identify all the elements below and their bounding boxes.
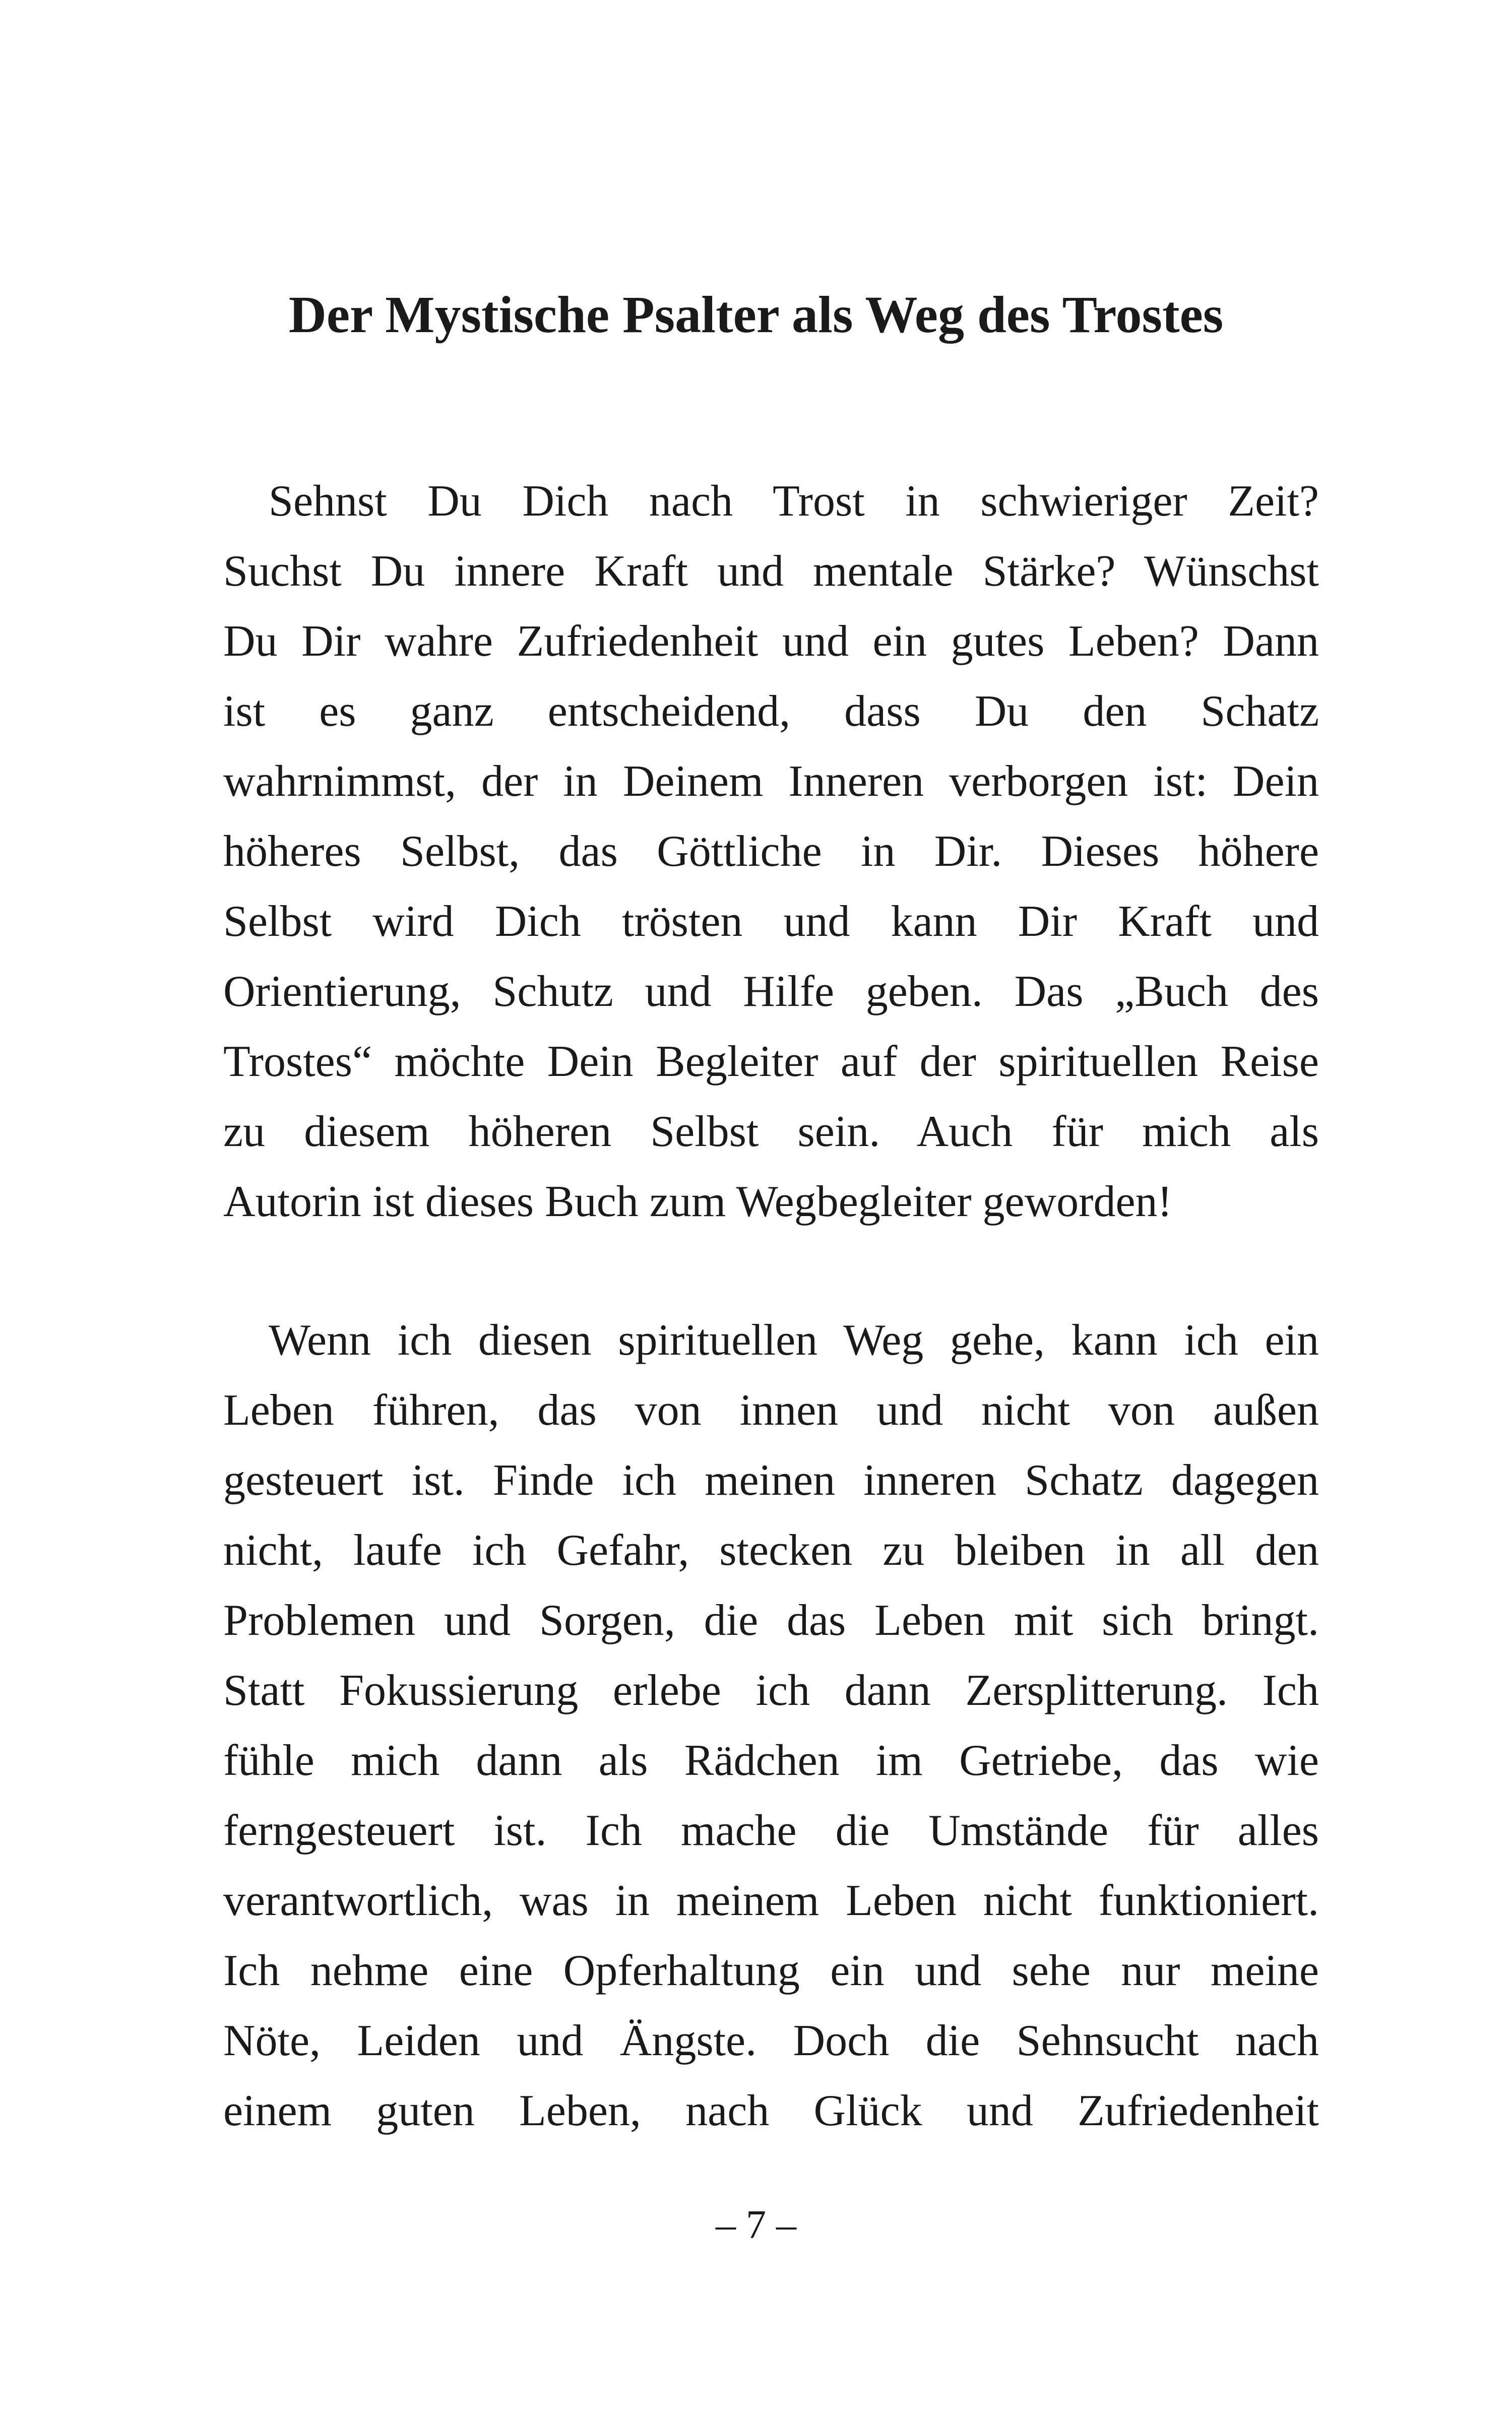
- text-line: zu diesem höheren Selbst sein. Auch für mich als: [223, 1107, 1319, 1156]
- text-line: Trostes“ möchte Dein Begleiter auf der spirituellen Reise: [223, 1037, 1319, 1086]
- paragraph-1: [223, 466, 1319, 1237]
- text-line: wahrnimmst, der in Deinem Inneren verborgen ist: Dein: [223, 757, 1319, 806]
- paragraph-2: [223, 1305, 1319, 2146]
- text-line: Orientierung, Schutz und Hilfe geben. Das „Buch des: [223, 967, 1319, 1016]
- text-line: Du Dir wahre Zufriedenheit und ein gutes Leben? Dann: [223, 617, 1319, 666]
- text-line: Ich nehme eine Opferhaltung ein und sehe nur meine: [223, 1946, 1319, 1995]
- text-line: Autorin ist dieses Buch zum Wegbegleiter geworden!: [223, 1177, 1172, 1226]
- text-line: ist es ganz entscheidend, dass Du den Schatz: [223, 687, 1319, 736]
- text-line: Leben führen, das von innen und nicht von außen: [223, 1386, 1319, 1435]
- text-line: verantwortlich, was in meinem Leben nicht funktioniert.: [223, 1876, 1319, 1925]
- text-line: gesteuert ist. Finde ich meinen inneren Schatz dagegen: [223, 1456, 1319, 1505]
- page-number: – 7 –: [716, 2203, 796, 2247]
- text-line: fühle mich dann als Rädchen im Getriebe, das wie: [223, 1736, 1319, 1785]
- text-line: Selbst wird Dich trösten und kann Dir Kraft und: [223, 897, 1319, 946]
- text-line: Sehnst Du Dich nach Trost in schwieriger Zeit?: [269, 477, 1319, 526]
- text-line: Statt Fokussierung erlebe ich dann Zersplitterung. Ich: [223, 1666, 1319, 1715]
- text-line: Wenn ich diesen spirituellen Weg gehe, kann ich ein: [269, 1316, 1319, 1365]
- text-line: Problemen und Sorgen, die das Leben mit sich bringt.: [223, 1596, 1319, 1645]
- text-line: einem guten Leben, nach Glück und Zufriedenheit: [223, 2086, 1319, 2135]
- chapter-heading: Der Mystische Psalter als Weg des Trostes: [288, 286, 1224, 344]
- text-line: Nöte, Leiden und Ängste. Doch die Sehnsucht nach: [223, 2016, 1319, 2065]
- text-line: höheres Selbst, das Göttliche in Dir. Dieses höhere: [223, 827, 1319, 876]
- text-line: nicht, laufe ich Gefahr, stecken zu bleiben in all den: [223, 1526, 1319, 1575]
- text-line: Suchst Du innere Kraft und mentale Stärke? Wünschst: [223, 547, 1319, 596]
- text-line: ferngesteuert ist. Ich mache die Umstände für alles: [223, 1806, 1319, 1855]
